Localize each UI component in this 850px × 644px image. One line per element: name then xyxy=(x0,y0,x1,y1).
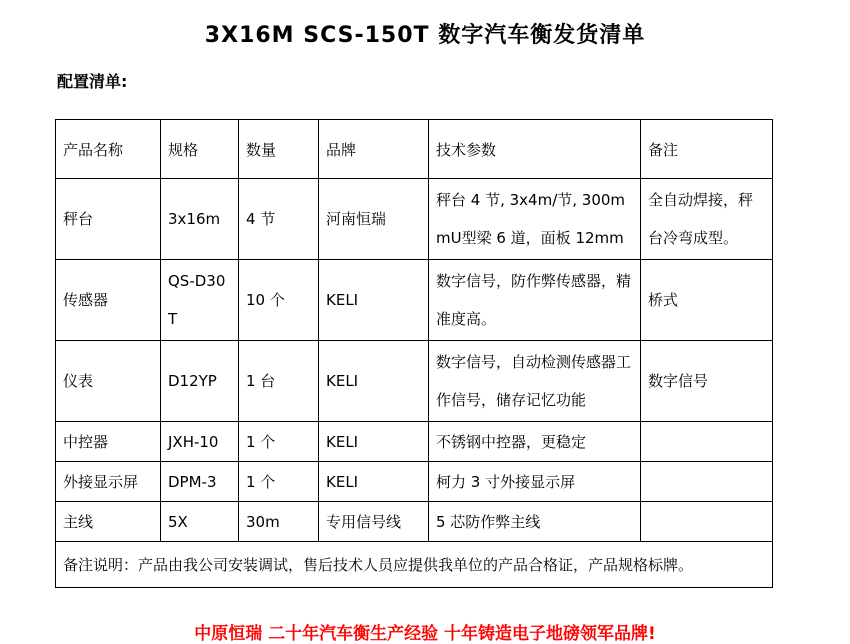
cell-remark: 全自动焊接，秤台冷弯成型。 xyxy=(641,179,773,260)
table-row xyxy=(56,422,773,462)
cell-tech: 秤台 4 节, 3x4m/节, 300mmU型梁 6 道，面板 12mm xyxy=(429,179,641,260)
cell-product: 仪表 xyxy=(56,341,161,422)
cell-remark xyxy=(641,422,773,462)
cell-qty: 30m xyxy=(239,502,319,542)
cell-remark: 数字信号 xyxy=(641,341,773,422)
cell-qty: 1 个 xyxy=(239,462,319,502)
cell-brand: KELI xyxy=(319,260,429,341)
cell-spec: 3x16m xyxy=(161,179,239,260)
cell-brand: 河南恒瑞 xyxy=(319,179,429,260)
table-row xyxy=(56,462,773,502)
cell-product: 中控器 xyxy=(56,422,161,462)
column-header-product: 产品名称 xyxy=(56,120,161,179)
column-header-brand: 品牌 xyxy=(319,120,429,179)
page-title: 3X16M SCS-150T 数字汽车衡发货清单 xyxy=(204,23,646,48)
column-header-qty: 数量 xyxy=(239,120,319,179)
cell-spec: JXH-10 xyxy=(161,422,239,462)
cell-brand: KELI xyxy=(319,462,429,502)
cell-spec: DPM-3 xyxy=(161,462,239,502)
cell-remark xyxy=(641,462,773,502)
config-table xyxy=(55,119,773,588)
column-header-tech: 技术参数 xyxy=(429,120,641,179)
cell-tech: 柯力 3 寸外接显示屏 xyxy=(429,462,641,502)
cell-spec: 5X xyxy=(161,502,239,542)
section-label: 配置清单: xyxy=(57,72,128,91)
cell-product: 传感器 xyxy=(56,260,161,341)
cell-qty: 1 台 xyxy=(239,341,319,422)
cell-brand: KELI xyxy=(319,341,429,422)
cell-brand: KELI xyxy=(319,422,429,462)
column-header-remark: 备注 xyxy=(641,120,773,179)
cell-spec: QS-D30T xyxy=(161,260,239,341)
table-footer-note-row xyxy=(56,542,773,588)
cell-spec: D12YP xyxy=(161,341,239,422)
cell-tech: 不锈钢中控器，更稳定 xyxy=(429,422,641,462)
table-header-row xyxy=(56,120,773,179)
cell-remark: 桥式 xyxy=(641,260,773,341)
brand-slogan: 中原恒瑞 二十年汽车衡生产经验 十年铸造电子地磅领军品牌! xyxy=(194,624,656,644)
cell-qty: 10 个 xyxy=(239,260,319,341)
footer-note: 备注说明：产品由我公司安装调试，售后技术人员应提供我单位的产品合格证，产品规格标牌。 xyxy=(56,542,773,588)
table-row xyxy=(56,341,773,422)
table-row xyxy=(56,502,773,542)
cell-remark xyxy=(641,502,773,542)
cell-product: 外接显示屏 xyxy=(56,462,161,502)
table-row xyxy=(56,260,773,341)
column-header-spec: 规格 xyxy=(161,120,239,179)
cell-tech: 5 芯防作弊主线 xyxy=(429,502,641,542)
cell-qty: 1 个 xyxy=(239,422,319,462)
cell-qty: 4 节 xyxy=(239,179,319,260)
table-row xyxy=(56,179,773,260)
cell-tech: 数字信号，防作弊传感器，精准度高。 xyxy=(429,260,641,341)
cell-brand: 专用信号线 xyxy=(319,502,429,542)
cell-product: 秤台 xyxy=(56,179,161,260)
cell-tech: 数字信号，自动检测传感器工作信号，储存记忆功能 xyxy=(429,341,641,422)
cell-product: 主线 xyxy=(56,502,161,542)
